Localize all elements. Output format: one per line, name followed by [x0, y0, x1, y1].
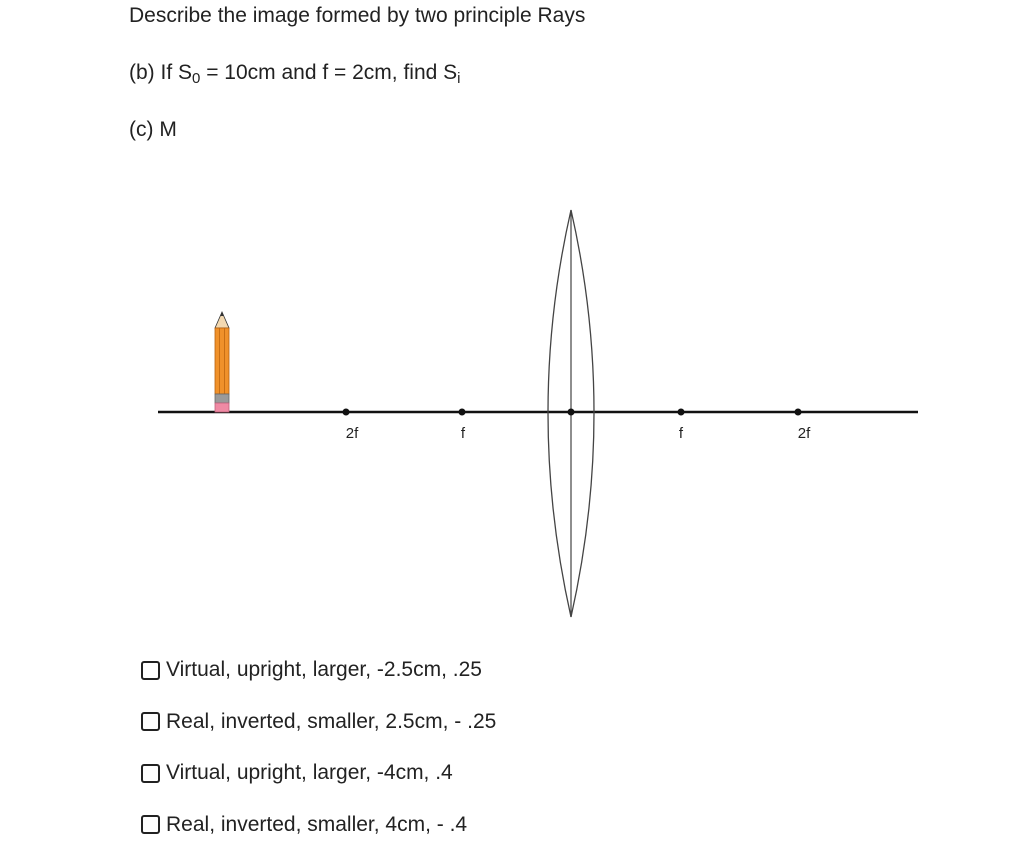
- label-left-2f: 2f: [345, 425, 359, 442]
- object-distance-subscript: 0: [192, 70, 201, 87]
- option-label: Real, inverted, smaller, 4cm, - .4: [166, 812, 468, 836]
- label-left-f: f: [460, 425, 466, 442]
- part-b-middle: = 10cm and f = 2cm, find S: [200, 61, 458, 84]
- image-distance-subscript: i: [457, 70, 461, 87]
- point-right-f: [678, 409, 685, 416]
- checkbox[interactable]: [141, 661, 160, 680]
- option-label: Virtual, upright, larger, -2.5cm, .25: [166, 658, 482, 681]
- checkbox[interactable]: [141, 764, 160, 783]
- answer-options: [141, 655, 496, 861]
- option-label: Real, inverted, smaller, 2.5cm, - .25: [166, 709, 497, 733]
- point-left-f: [459, 409, 466, 416]
- pencil-icon: [215, 312, 229, 412]
- option-2[interactable]: [141, 707, 496, 737]
- checkbox[interactable]: [141, 712, 160, 731]
- label-right-f: f: [678, 425, 684, 442]
- label-right-2f: 2f: [797, 425, 811, 442]
- question-part-c: (c) M: [129, 118, 177, 141]
- option-4[interactable]: [141, 810, 496, 840]
- option-3[interactable]: [141, 758, 496, 788]
- option-label: Virtual, upright, larger, -4cm, .4: [166, 761, 453, 784]
- point-left-2f: [343, 409, 350, 416]
- part-b-prefix: (b) If S: [129, 61, 193, 84]
- point-right-2f: [795, 409, 802, 416]
- option-1[interactable]: [141, 655, 496, 685]
- question-title: Describe the image formed by two principle Rays: [129, 4, 586, 27]
- checkbox[interactable]: [141, 815, 160, 834]
- point-lens-center: [568, 409, 575, 416]
